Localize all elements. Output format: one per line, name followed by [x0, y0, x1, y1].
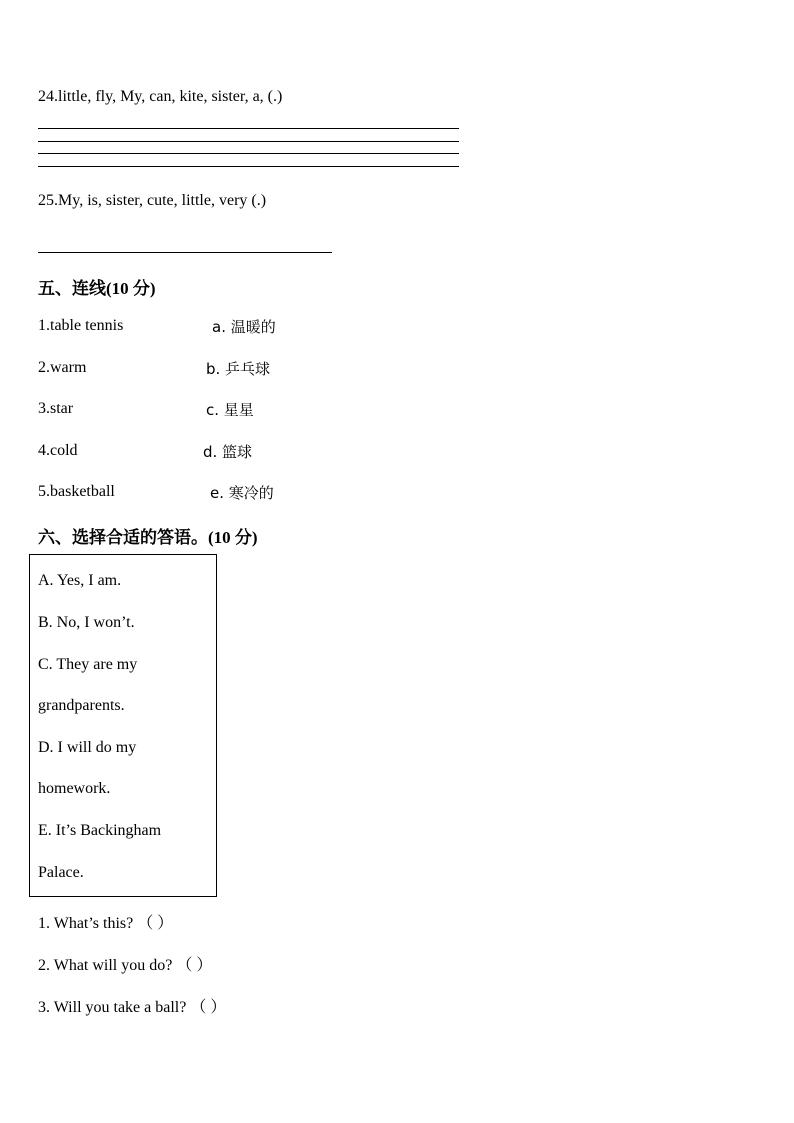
- match-def-b: b. 乒乓球: [206, 360, 271, 378]
- match-term-2: 2.warm: [38, 359, 87, 376]
- option-d-line1: D. I will do my: [38, 739, 137, 756]
- match-term-1: 1.table tennis: [38, 317, 124, 334]
- question-24-prompt: 24.little, fly, My, can, kite, sister, a, (.): [38, 88, 283, 105]
- option-e-line1: E. It’s Backingham: [38, 822, 162, 839]
- answer-line-24-1: [38, 128, 459, 129]
- choice-question-1: 1. What’s this? （ ）: [38, 915, 174, 932]
- option-a: A. Yes, I am.: [38, 572, 122, 589]
- section-5-title: 五、连线(10 分): [38, 279, 156, 298]
- answer-line-24-4: [38, 166, 459, 167]
- answer-line-24-3: [38, 153, 459, 154]
- question-25-prompt: 25.My, is, sister, cute, little, very (.): [38, 192, 267, 209]
- answer-options-box: [29, 554, 217, 897]
- match-term-5: 5.basketball: [38, 483, 115, 500]
- answer-line-24-2: [38, 141, 459, 142]
- section-6-title: 六、选择合适的答语。(10 分): [38, 528, 258, 547]
- match-def-a: a. 温暖的: [212, 318, 276, 336]
- choice-question-3: 3. Will you take a ball? （ ）: [38, 999, 227, 1016]
- option-d-line2: homework.: [38, 780, 111, 797]
- match-def-e: e. 寒冷的: [210, 484, 274, 502]
- option-e-line2: Palace.: [38, 864, 84, 881]
- match-def-d: d. 篮球: [203, 443, 253, 461]
- match-term-4: 4.cold: [38, 442, 78, 459]
- option-c-line2: grandparents.: [38, 697, 125, 714]
- choice-question-2: 2. What will you do? （ ）: [38, 957, 213, 974]
- answer-line-25: [38, 252, 332, 253]
- match-term-3: 3.star: [38, 400, 74, 417]
- option-b: B. No, I won’t.: [38, 614, 135, 631]
- match-def-c: c. 星星: [206, 401, 254, 419]
- option-c-line1: C. They are my: [38, 656, 138, 673]
